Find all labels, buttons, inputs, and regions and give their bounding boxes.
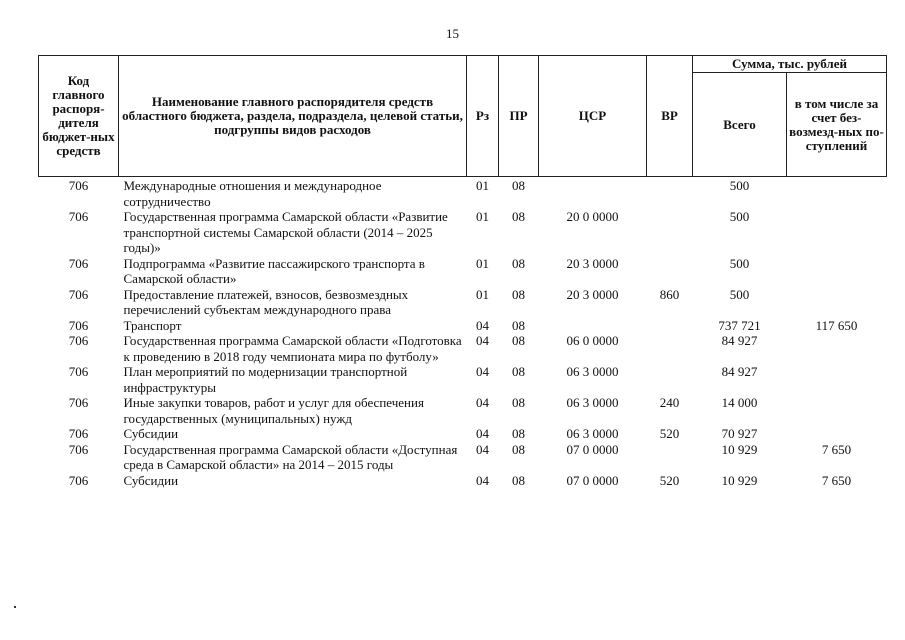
table-body: [39, 177, 887, 489]
cell-free: [787, 209, 887, 256]
cell-name: Государственная программа Самарской области «Подготовка к проведению в 2018 году чемпионата мира по футболу»: [123, 333, 462, 364]
cell-code: 706: [68, 426, 89, 441]
cell-pr: 08: [512, 364, 525, 379]
cell-name: Субсидии: [123, 426, 179, 441]
cell-vr: [647, 333, 693, 364]
cell-vr: [647, 177, 693, 210]
cell-name: Подпрограмма «Развитие пассажирского транспорта в Самарской области»: [123, 255, 425, 286]
cell-vr: 860: [659, 286, 680, 302]
cell-name: Предоставление платежей, взносов, безвозмездных перечислений субъектам международного права: [123, 286, 409, 317]
header-vr: ВР: [647, 56, 693, 177]
page-number: 15: [446, 26, 459, 41]
table-row: [39, 256, 887, 287]
cell-total: 84 927: [721, 333, 758, 348]
table-row: [39, 426, 887, 442]
header-sum: Сумма, тыс. рублей: [693, 56, 887, 73]
cell-total: 70 927: [721, 426, 758, 441]
cell-name: Международные отношения и международное сотрудничество: [123, 178, 382, 209]
cell-rz: 04: [476, 441, 489, 457]
cell-code: 706: [68, 286, 89, 302]
table-row: [39, 209, 887, 256]
cell-code: 706: [68, 178, 89, 193]
cell-vr: [647, 364, 693, 395]
cell-code: 706: [68, 333, 89, 348]
cell-vr: 240: [659, 395, 680, 410]
table-row: [39, 333, 887, 364]
cell-free: [787, 364, 887, 395]
cell-free: 117 650: [815, 317, 858, 333]
header-free: в том числе за счет без-возмезд-ных по-ступлений: [787, 73, 887, 177]
cell-code: 706: [68, 209, 89, 224]
cell-csr: 06 3 0000: [566, 426, 619, 441]
cell-code: 706: [68, 395, 89, 410]
cell-total: 500: [729, 286, 750, 302]
cell-pr: 08: [512, 333, 525, 348]
table-row: [39, 177, 887, 210]
cell-total: 500: [729, 209, 750, 224]
cell-csr: 07 0 0000: [566, 441, 619, 457]
cell-total: 500: [729, 255, 750, 271]
cell-code: 706: [68, 472, 89, 488]
cell-pr: 08: [512, 441, 525, 457]
cell-rz: 01: [476, 286, 489, 302]
cell-name: Государственная программа Самарской области «Доступная среда в Самарской области» на 2014 – 2015 годы: [123, 441, 458, 472]
cell-pr: 08: [512, 178, 525, 193]
cell-vr: [647, 256, 693, 287]
cell-csr: 06 3 0000: [566, 395, 619, 410]
cell-rz: 04: [476, 472, 489, 488]
cell-vr: [647, 318, 693, 334]
cell-csr: 06 3 0000: [566, 364, 619, 379]
cell-total: 10 929: [721, 472, 758, 488]
cell-csr: 07 0 0000: [566, 472, 619, 488]
cell-csr: [539, 177, 647, 210]
cell-code: 706: [68, 255, 89, 271]
cell-pr: 08: [512, 395, 525, 410]
table-row: [39, 473, 887, 489]
cell-rz: 04: [476, 426, 489, 441]
cell-vr: 520: [659, 472, 680, 488]
cell-pr: 08: [512, 209, 525, 224]
cell-pr: 08: [512, 472, 525, 488]
cell-rz: 04: [476, 364, 489, 379]
cell-code: 706: [68, 317, 89, 333]
cell-pr: 08: [512, 426, 525, 441]
cell-total: 14 000: [721, 395, 758, 410]
cell-total: 10 929: [721, 441, 758, 457]
scan-speck: [14, 606, 16, 608]
cell-pr: 08: [512, 317, 525, 333]
budget-table: [38, 55, 887, 488]
header-csr: ЦСР: [539, 56, 647, 177]
cell-rz: 01: [476, 178, 489, 193]
cell-csr: 20 0 0000: [566, 209, 619, 224]
cell-rz: 04: [476, 333, 489, 348]
header-pr: ПР: [499, 56, 539, 177]
cell-pr: 08: [512, 286, 525, 302]
cell-name: Государственная программа Самарской области «Развитие транспортной системы Самарской области (2014 – 2025 годы)»: [123, 209, 448, 255]
cell-csr: [539, 318, 647, 334]
cell-free: 7 650: [821, 441, 852, 457]
cell-csr: 20 3 0000: [566, 255, 619, 271]
cell-free: [787, 333, 887, 364]
cell-rz: 04: [476, 317, 489, 333]
cell-rz: 01: [476, 255, 489, 271]
cell-pr: 08: [512, 255, 525, 271]
cell-free: [787, 287, 887, 318]
cell-free: [787, 256, 887, 287]
cell-total: 84 927: [721, 364, 758, 379]
cell-free: [787, 177, 887, 210]
header-rz: Рз: [467, 56, 499, 177]
cell-vr: 520: [659, 426, 680, 441]
budget-table-container: [38, 55, 886, 488]
cell-name: План мероприятий по модернизации транспортной инфраструктуры: [123, 364, 408, 395]
cell-name: Иные закупки товаров, работ и услуг для обеспечения государственных (муниципальных) нужд: [123, 395, 424, 426]
cell-vr: [647, 209, 693, 256]
table-row: [39, 364, 887, 395]
cell-csr: 06 0 0000: [566, 333, 619, 348]
table-header: [39, 56, 887, 177]
cell-name: Субсидии: [123, 472, 179, 488]
header-code: Код главного распоря-дителя бюджет-ных средств: [39, 56, 119, 177]
cell-vr: [647, 442, 693, 473]
cell-free: [787, 395, 887, 426]
header-total: Всего: [693, 73, 787, 177]
cell-code: 706: [68, 441, 89, 457]
cell-name: Транспорт: [123, 317, 182, 333]
table-row: [39, 395, 887, 426]
cell-free: 7 650: [821, 472, 852, 488]
cell-code: 706: [68, 364, 89, 379]
table-row: [39, 442, 887, 473]
cell-rz: 04: [476, 395, 489, 410]
cell-rz: 01: [476, 209, 489, 224]
cell-total: 737 721: [718, 317, 761, 333]
cell-free: [787, 426, 887, 442]
cell-csr: 20 3 0000: [566, 286, 619, 302]
header-name: Наименование главного распорядителя средств областного бюджета, раздела, подраздела, целевой статьи, подгруппы видов расходов: [119, 56, 467, 177]
cell-total: 500: [729, 178, 750, 193]
table-row: [39, 287, 887, 318]
table-row: [39, 318, 887, 334]
